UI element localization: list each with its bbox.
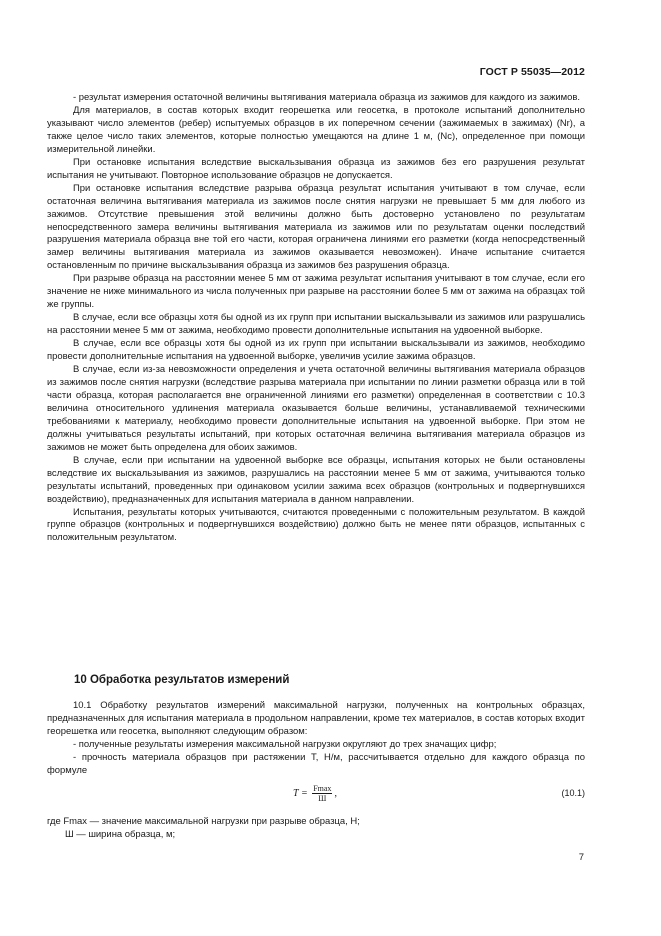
- section-body: [47, 700, 585, 778]
- formula-number: (10.1): [561, 788, 585, 798]
- paragraph: В случае, если из-за невозможности определения и учета остаточной величины вытягивания материала образцов из зажимов после снятия нагрузки (вследствие разрыва материала при испытании по линии разметки образца или в той части образца, которая располагается вне ограниченной линиями его разметки) определенная в соответствии с 10.3 величина относительного удлинения материала оказывается больше величины, устанавливаемой техническими требованиями к материалу, необходимо провести дополнительные испытания на удвоенной выборке. При этом не должны учитываться результаты испытаний, при которых остаточная величина вытягивания материала образцов из зажимов не может быть определена для обоих зажимов.: [47, 364, 585, 453]
- paragraph: В случае, если при испытании на удвоенной выборке все образцы, испытания которых не были остановлены вследствие их выскальзывания из зажимов, разрушались на расстоянии менее 5 мм от зажима, учитываются только результаты испытаний, проведенных при одинаковом усилии зажима всех образцов (контрольных и подвергнувшихся воздействию), предназначенных для испытания материала в данном направлении.: [47, 454, 585, 505]
- legend-line: Ш — ширина образца, м;: [65, 828, 176, 840]
- paragraph: Испытания, результаты которых учитываются, считаются проведенными с положительным результатом. В каждой группе образцов (контрольных и подвергнувшихся воздействию) должно быть не менее пяти образцов, испытанных с положительным результатом.: [47, 506, 585, 544]
- formula-fraction: [312, 784, 332, 803]
- paragraph: При остановке испытания вследствие выскальзывания образца из зажимов без его разрушения результат испытания не учитывают. Повторное использование образцов не допускается.: [47, 156, 585, 181]
- formula-lhs: T: [293, 788, 299, 799]
- body-text: [47, 92, 585, 545]
- paragraph: 10.1 Обработку результатов измерений максимальной нагрузки, полученных на контрольных образцах, предназначенных для испытания материала в продольном направлении, кроме тех материалов, в состав которых входит георешетка или геосетка, выполняют следующим образом:: [47, 700, 585, 737]
- paragraph: Для материалов, в состав которых входит георешетка или геосетка, в протоколе испытаний дополнительно указывают число элементов (ребер) испытуемых образцов в их поперечном сечении (зажимаемых в зажимах) (Nr), а также целое число таких элементов, которые полностью умещаются на длине 1 м, (Nc), определенное при помощи измерительной линейки.: [47, 104, 585, 155]
- formula-legend: [47, 816, 585, 842]
- legend-line: где Fmax — значение максимальной нагрузки при разрыве образца, Н;: [47, 816, 360, 827]
- page-number: 7: [578, 852, 584, 863]
- paragraph: В случае, если все образцы хотя бы одной из их групп при испытании выскальзывали из зажимов, необходимо провести дополнительные испытания на удвоенной выборке, увеличив усилие зажима образцов.: [47, 338, 585, 363]
- paragraph: При разрыве образца на расстоянии менее 5 мм от зажима результат испытания учитывают в том случае, если его значение не ниже минимального из числа полученных при разрыве на расстоянии более 5 мм от зажима на образцах той же группы.: [47, 273, 585, 311]
- paragraph: - полученные результаты измерения максимальной нагрузки округляют до трех значащих цифр;: [73, 738, 497, 750]
- section-heading: 10 Обработка результатов измерений: [74, 674, 290, 686]
- paragraph: - прочность материала образцов при растяжении T, Н/м, рассчитывается отдельно для каждого образца по формуле: [47, 751, 585, 776]
- paragraph: В случае, если все образцы хотя бы одной из их групп при испытании выскальзывали из зажимов или разрушались на расстоянии менее 5 мм от зажима, необходимо провести дополнительные испытания на удвоенной выборке.: [47, 312, 585, 337]
- formula: [293, 784, 337, 803]
- formula-equals: =: [301, 788, 308, 799]
- paragraph: При остановке испытания вследствие разрыва образца результат испытания учитывают в том случае, если остаточная величина вытягивания материала из зажимов после снятия нагрузки не превышает 5 мм для любого из зажимов. Отсутствие превышения этой величины должно быть достоверно установлено по результатам непосредственного замера величины вытягивания материала из зажимов или по результатам оценки последствий разрушения материала образца вне той его части, которая ограничена линиями его разметки (когда непосредственный замер величины вытягивания материала из зажимов оказывается невозможен). Иначе испытание считается остановленным по причине выскальзывания образца из зажимов без разрушения образца.: [47, 182, 585, 272]
- formula-row: [47, 784, 585, 814]
- document-id-header: ГОСТ Р 55035—2012: [479, 66, 585, 78]
- formula-denominator: Ш: [318, 794, 327, 803]
- formula-trail: ,: [334, 788, 337, 799]
- formula-numerator: Fmax: [313, 784, 332, 793]
- paragraph: - результат измерения остаточной величины вытягивания материала образца из зажимов для каждого из зажимов.: [73, 92, 581, 103]
